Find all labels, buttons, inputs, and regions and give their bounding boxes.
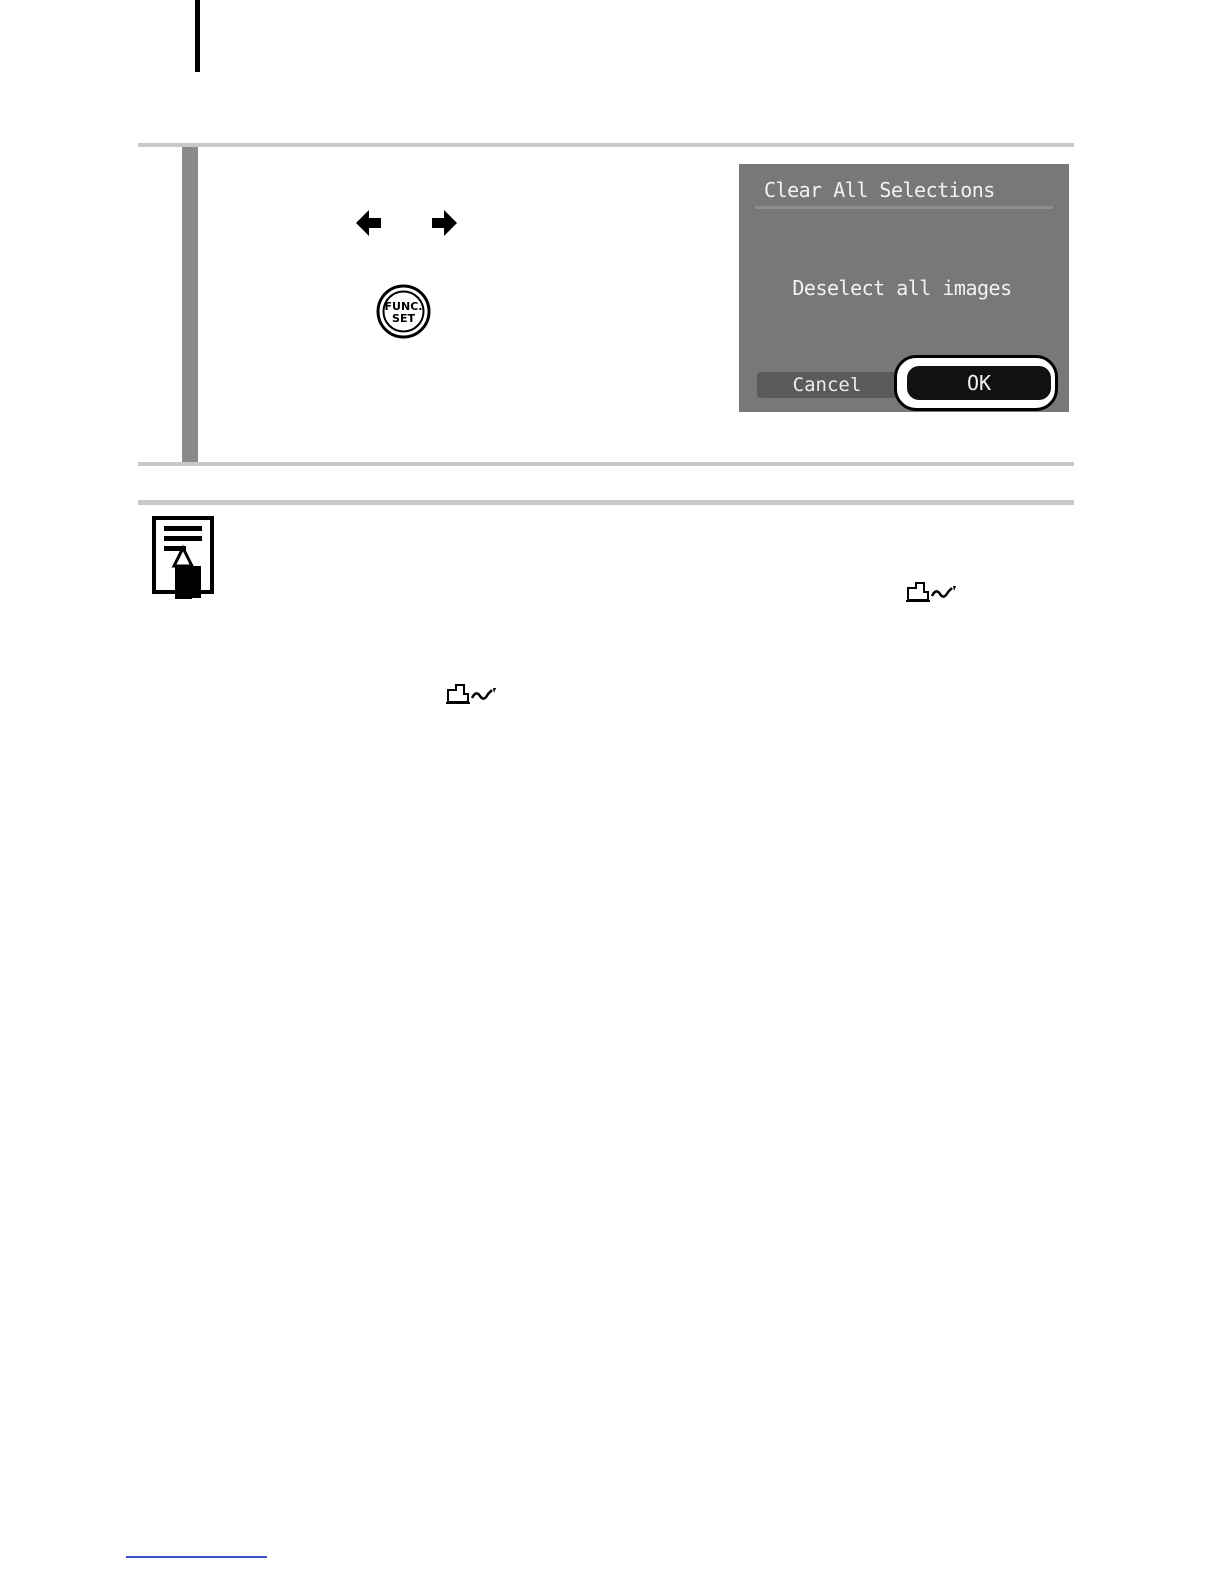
print-order-icon [444,682,500,706]
cancel-button[interactable]: Cancel [757,372,897,398]
camera-screen [739,164,1069,412]
link-underline[interactable] [126,1556,267,1558]
note-top-rule [138,500,1074,505]
camera-screen-message: Deselect all images [792,276,1012,300]
left-arrow-icon [356,209,382,237]
print-order-icon [904,580,960,604]
note-pencil-icon [152,516,216,604]
camera-screen-title-rule [755,206,1053,209]
func-set-button-icon [376,284,431,339]
func-set-line2: SET [392,312,415,325]
step-top-rule [138,143,1074,147]
step-bottom-rule [138,462,1074,466]
func-set-line1: FUNC. [384,300,423,313]
ok-button[interactable]: OK [907,366,1051,400]
camera-screen-title: Clear All Selections [764,178,995,202]
page-edge-marker [195,0,200,72]
step-side-bar [182,147,198,462]
right-arrow-icon [431,209,457,237]
